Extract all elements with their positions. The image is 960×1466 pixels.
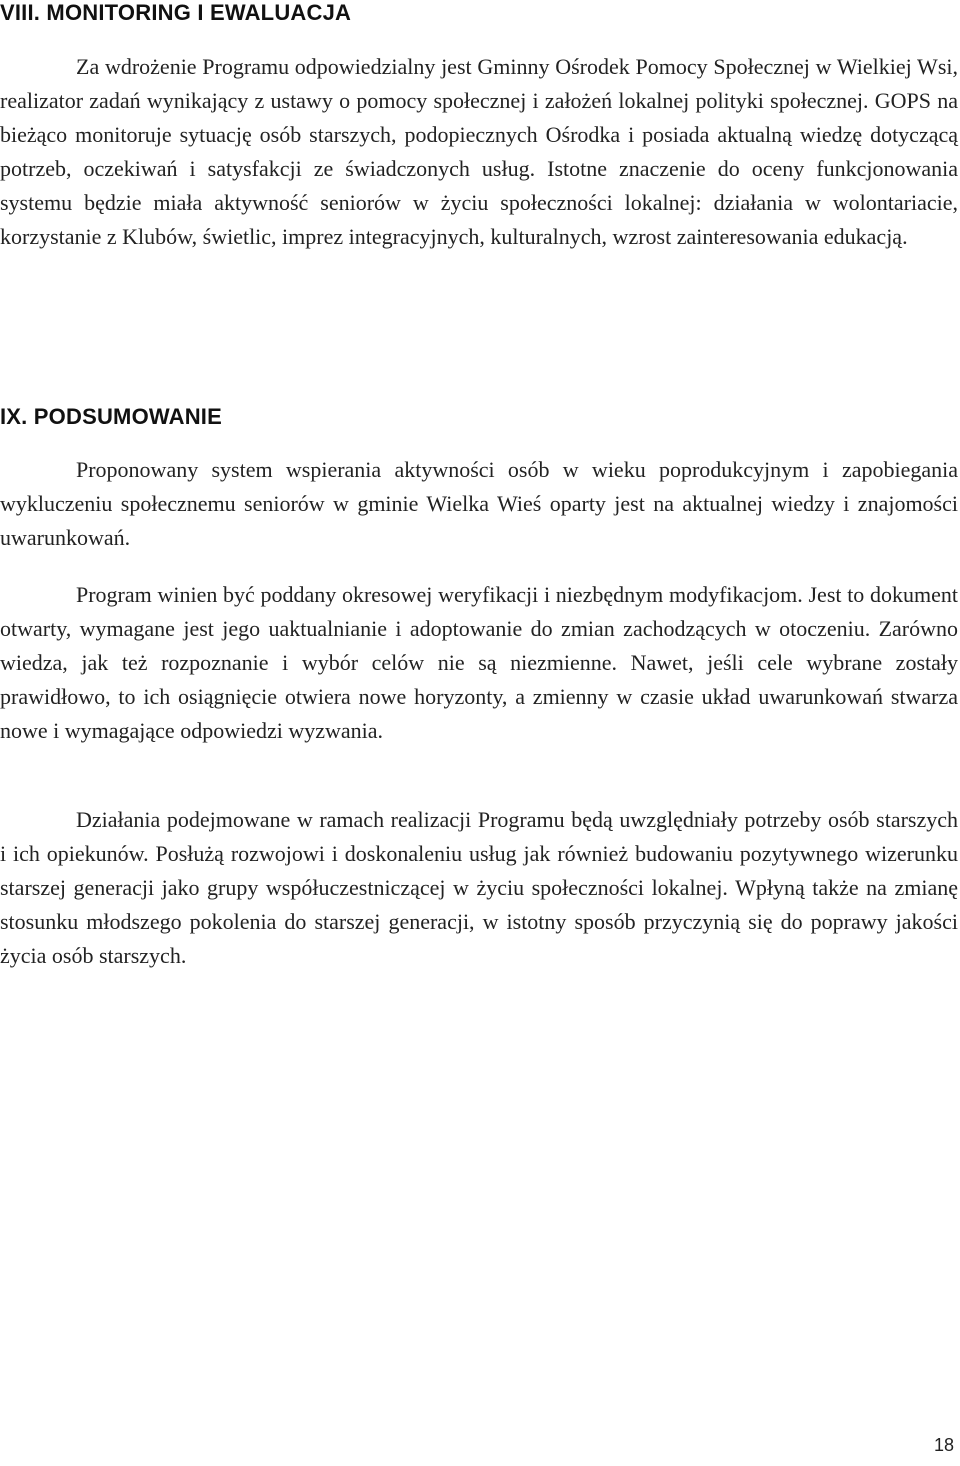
paragraph-summary-1: Proponowany system wspierania aktywności osób w wieku poprodukcyjnym i zapobiegania wykluczeniu społecznemu seniorów w gminie Wielka Wieś oparty jest na aktualnej wiedzy i znajomości uwarunkowań. bbox=[0, 457, 958, 550]
paragraph-summary-3: Działania podejmowane w ramach realizacji Programu będą uwzględniały potrzeby osób starszych i ich opiekunów. Posłużą rozwojowi i doskonaleniu usług jak również budowaniu pozytywnego wizerunku starszej generacji jako grupy współuczestniczącej w życiu społeczności lokalnej. Wpłyną także na zmianę stosunku młodszego pokolenia do starszej generacji, w istotny sposób przyczynią się do poprawy jakości życia osób starszych. bbox=[0, 807, 958, 968]
paragraph-summary-2: Program winien być poddany okresowej weryfikacji i niezbędnym modyfikacjom. Jest to dokument otwarty, wymagane jest jego uaktualnianie i adoptowanie do zmian zachodzących w otoczeniu. Zarówno wiedza, jak też rozpoznanie i wybór celów nie są niezmienne. Nawet, jeśli cele wybrane zostały prawidłowo, to ich osiągnięcie otwiera nowe horyzonty, a zmienny w czasie układ uwarunkowań stwarza nowe i wymagające odpowiedzi wyzwania. bbox=[0, 582, 958, 743]
section-heading-summary: IX. PODSUMOWANIE bbox=[0, 404, 222, 429]
section-heading-monitoring: VIII. MONITORING I EWALUACJA bbox=[0, 0, 352, 25]
page-number: 18 bbox=[933, 1435, 954, 1455]
paragraph-monitoring: Za wdrożenie Programu odpowiedzialny jest Gminny Ośrodek Pomocy Społecznej w Wielkiej Wsi, realizator zadań wynikający z ustawy o pomocy społecznej i założeń lokalnej polityki społecznej. GOPS na bieżąco monitoruje sytuację osób starszych, podopiecznych Ośrodka i posiada aktualną wiedzę dotyczącą potrzeb, oczekiwań i satysfakcji ze świadczonych usług. Istotne znaczenie do oceny funkcjonowania systemu będzie miała aktywność seniorów w życiu społeczności lokalnej: działania w wolontariacie, korzystanie z Klubów, świetlic, imprez integracyjnych, kulturalnych, wzrost zainteresowania edukacją. bbox=[0, 54, 958, 249]
